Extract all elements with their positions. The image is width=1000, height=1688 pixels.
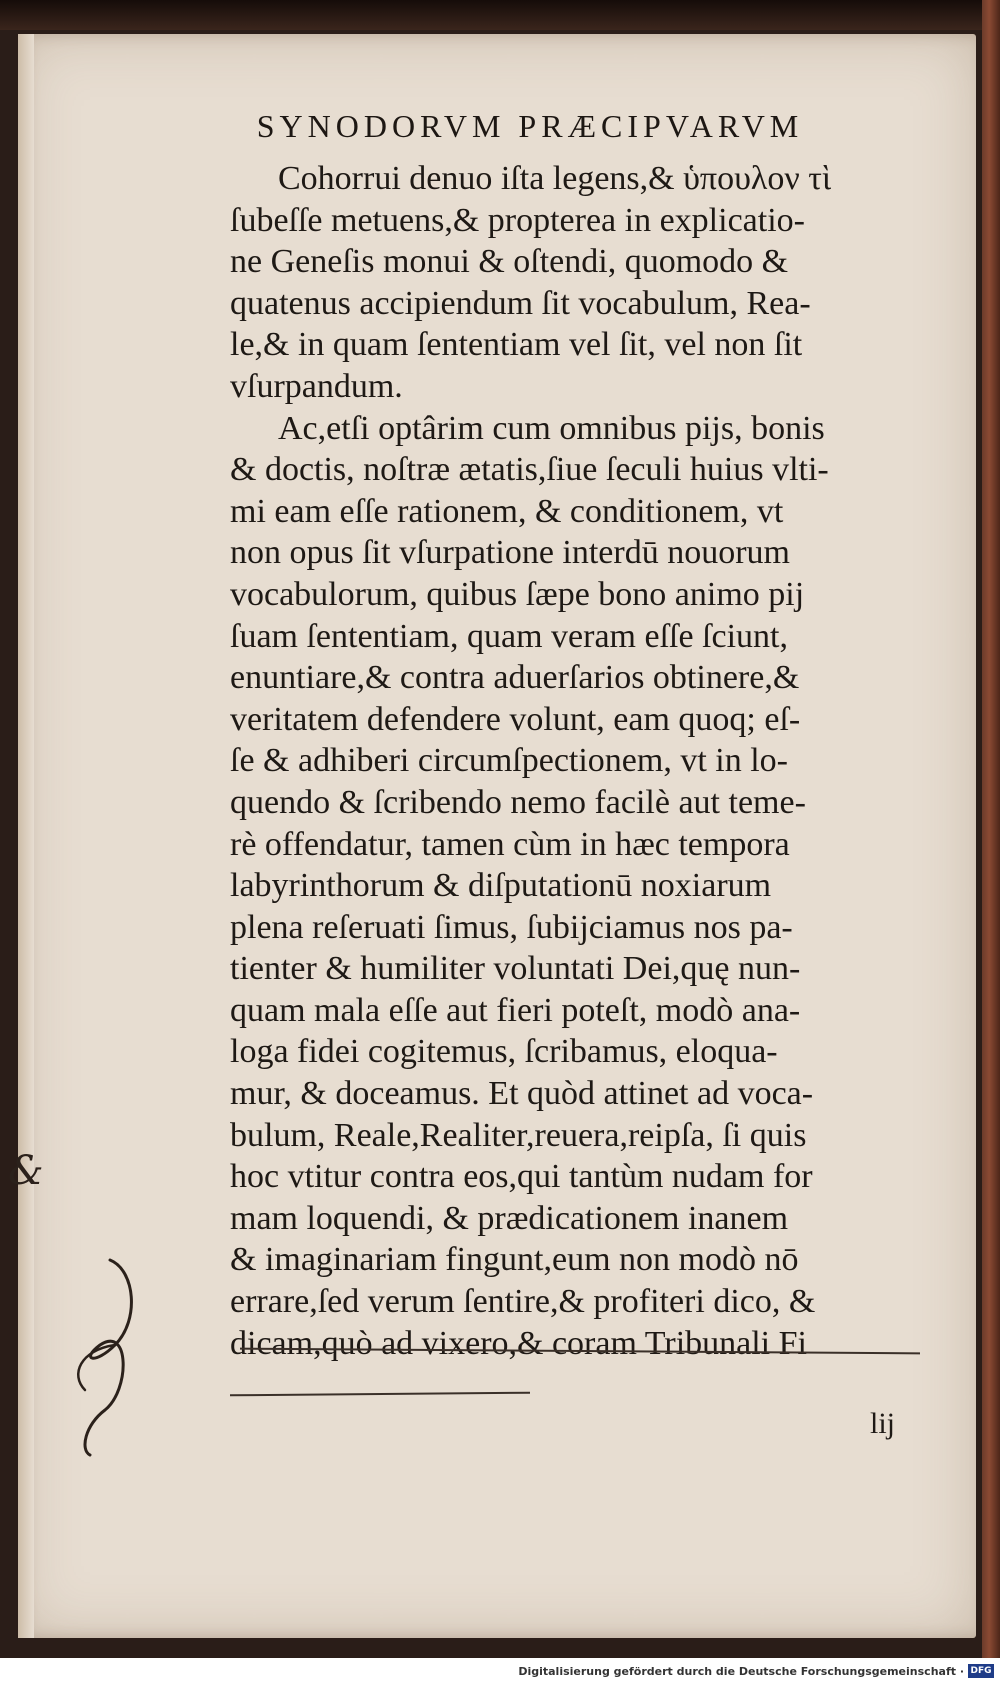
text-line: & doctis, noſtræ ætatis,ſiue ſeculi huius vlti- — [230, 451, 829, 489]
text-line: bulum, Reale,Realiter,reuera,reipſa, ſi quis — [230, 1116, 807, 1154]
text-line: tienter & humiliter voluntati Dei,quę nun- — [230, 950, 801, 988]
text-line: hoc vtitur contra eos,qui tantùm nudam for — [230, 1158, 813, 1196]
text-line: rè offendatur, tamen cùm in hæc tempora — [230, 825, 790, 863]
text-line: mi eam eſſe rationem, & conditionem, vt — [230, 492, 784, 530]
book-spine-edge — [982, 0, 1000, 1658]
text-line: non opus ſit vſurpatione interdū nouorum — [230, 534, 790, 572]
text-line: quatenus accipiendum ſit vocabulum, Rea- — [230, 284, 811, 322]
dfg-logo: DFG — [968, 1664, 994, 1678]
text-line: ſubeſſe metuens,& propterea in explicatio- — [230, 201, 805, 239]
text-line: veritatem defendere volunt, eam quoq; eſ- — [230, 700, 801, 738]
text-line: labyrinthorum & diſputationū noxiarum — [230, 867, 772, 905]
text-line: mam loquendi, & prædicationem inanem — [230, 1199, 789, 1237]
margin-annotation: & — [8, 1148, 44, 1194]
page-gutter-shadow — [18, 34, 34, 1638]
text-line: quam mala eſſe aut fieri poteſt, modò ana- — [230, 991, 801, 1029]
footer-credit: Digitalisierung gefördert durch die Deutsche Forschungsgemeinschaft · — [518, 1665, 964, 1678]
text-line: Cohorrui denuo iſta legens,& ὑπουλον τὶ — [278, 160, 832, 197]
text-line: plena reſeruati ſimus, ſubijciamus nos pa- — [230, 908, 793, 946]
text-line: vſurpandum. — [230, 367, 403, 405]
body-text — [230, 158, 920, 1364]
text-line: errare,ſed verum ſentire,& profiteri dico, & — [230, 1283, 816, 1321]
text-line: ſe & adhiberi circumſpectionem, vt in lo- — [230, 742, 788, 780]
text-line: Ac,etſi optârim cum omnibus pijs, bonis — [278, 409, 825, 447]
text-line: loga fidei cogitemus, ſcribamus, eloqua- — [230, 1033, 778, 1071]
text-line: dicam,quò ad vixero,& coram Tribunali Fi — [230, 1324, 807, 1362]
text-line: mur, & doceamus. Et quòd attinet ad voca- — [230, 1075, 814, 1113]
text-line: ne Geneſis monui & oſtendi, quomodo & — [230, 243, 789, 281]
text-line: quendo & ſcribendo nemo facilè aut teme- — [230, 783, 806, 821]
book-top-edge — [0, 0, 1000, 30]
text-line: & imaginariam fingunt,eum non modò nō — [230, 1241, 799, 1279]
text-line: enuntiare,& contra aduerſarios obtinere,& — [230, 659, 800, 697]
catchword: lij — [870, 1407, 896, 1440]
text-line: ſuam ſententiam, quam veram eſſe ſciunt, — [230, 617, 788, 655]
margin-flourish-drawing — [60, 1250, 150, 1460]
text-line: vocabulorum, quibus ſæpe bono animo pij — [230, 575, 805, 613]
running-head: SYNODORVM PRÆCIPVARVM — [256, 108, 804, 144]
text-line: le,& in quam ſententiam vel ſit, vel non ſit — [230, 326, 803, 364]
